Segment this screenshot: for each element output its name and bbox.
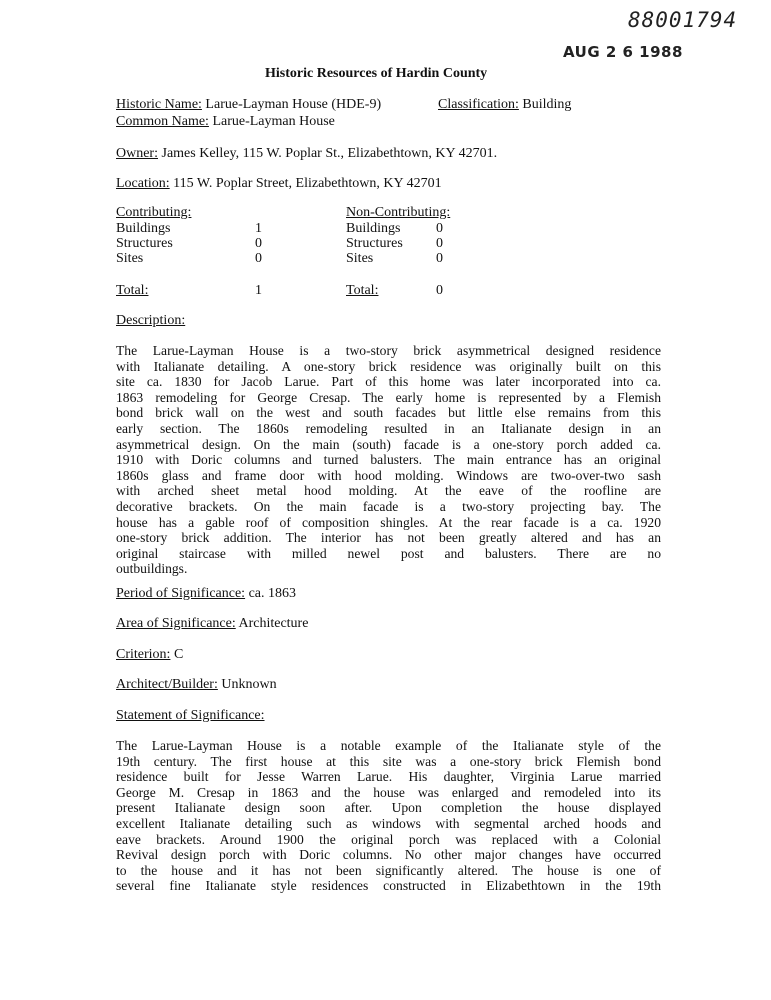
historic-name-row	[116, 97, 381, 113]
contributing-buildings-count: 1	[255, 221, 262, 236]
description-line: asymmetrical design. On the main (south) facade is a one-story porch added ca.	[116, 436, 661, 452]
location-value: 115 W. Poplar Street, Elizabethtown, KY 42701	[173, 176, 442, 191]
statement-line: residence built for Jesse Warren Larue. His daughter, Virginia Larue married	[116, 769, 661, 785]
description-line: one-story brick addition. The interior has not been greatly altered and has an	[116, 530, 661, 546]
noncontributing-structures-label: Structures	[346, 236, 403, 251]
description-line: The Larue-Layman House is a two-story brick asymmetrical designed residence	[116, 343, 661, 358]
description-line: with arched sheet metal hood molding. At the eave of the roofline are	[116, 483, 661, 499]
statement-line: to the house and it has not been significantly altered. The house is one of	[116, 862, 661, 878]
historic-name-label: Historic Name:	[116, 97, 202, 112]
common-name-row	[116, 114, 335, 130]
description-line: early section. The 1860s remodeling resulted in an Italianate design in an	[116, 420, 661, 436]
statement-line: several fine Italianate style residences constructed in Elizabethtown in the 19th	[116, 878, 661, 894]
statement-heading: Statement of Significance:	[116, 708, 265, 723]
statement-line: Revival design porch with Doric columns. No other major changes have occurred	[116, 847, 661, 863]
date-stamp: AUG 2 6 1988	[563, 43, 683, 61]
criterion-label: Criterion:	[116, 647, 171, 662]
description-line: 1863 remodeling for George Cresap. The early home is represented by a Flemish	[116, 389, 661, 405]
statement-line: present Italianate design soon after. Upon completion the house displayed	[116, 800, 661, 816]
contributing-structures-label: Structures	[116, 236, 173, 251]
noncontributing-heading: Non-Contributing:	[346, 205, 451, 220]
handwritten-reference-number: 88001794	[628, 8, 738, 32]
location-row	[116, 176, 442, 192]
noncontributing-total-label: Total:	[346, 283, 379, 298]
owner-value: James Kelley, 115 W. Poplar St., Elizabethtown, KY 42701.	[161, 146, 498, 161]
description-line: bond brick wall on the west and south facades but little else remains from this	[116, 405, 661, 421]
description-line: original staircase with milled newel post and balusters. There are no	[116, 545, 661, 561]
noncontributing-sites-label: Sites	[346, 251, 374, 266]
period-value: ca. 1863	[248, 586, 297, 601]
contributing-total-count: 1	[255, 283, 262, 298]
statement-line: eave brackets. Around 1900 the original porch was replaced with a Colonial	[116, 831, 661, 847]
noncontributing-buildings-count: 0	[436, 221, 443, 236]
period-of-significance-row	[116, 586, 296, 602]
description-line: site ca. 1830 for Jacob Larue. Part of this home was later incorporated into ca.	[116, 374, 661, 390]
historic-name-value: Larue-Layman House (HDE-9)	[205, 97, 382, 112]
owner-row	[116, 146, 497, 162]
common-name-value: Larue-Layman House	[212, 114, 335, 129]
architect-value: Unknown	[221, 677, 277, 692]
description-heading: Description:	[116, 313, 186, 328]
contributing-buildings-label: Buildings	[116, 221, 171, 236]
period-label: Period of Significance:	[116, 586, 246, 601]
criterion-row	[116, 647, 183, 663]
statement-line: excellent Italianate detailing such as windows with segmental arched hoods and	[116, 815, 661, 831]
criterion-value: C	[173, 647, 184, 662]
contributing-heading: Contributing:	[116, 205, 192, 220]
noncontributing-total-count: 0	[436, 283, 443, 298]
description-line: house has a gable roof of composition shingles. At the rear facade is a ca. 1920	[116, 514, 661, 530]
description-paragraph	[116, 343, 661, 577]
page-title: Historic Resources of Hardin County	[265, 66, 488, 81]
area-of-significance-row	[116, 616, 308, 632]
statement-line: The Larue-Layman House is a notable example of the Italianate style of the	[116, 738, 661, 753]
description-line: decorative brackets. On the main facade is a two-story projecting bay. The	[116, 498, 661, 514]
common-name-label: Common Name:	[116, 114, 209, 129]
area-value: Architecture	[238, 616, 309, 631]
area-label: Area of Significance:	[116, 616, 236, 631]
description-line: 1860s glass and frame door with hood molding. Windows are two-over-two sash	[116, 467, 661, 483]
statement-line: 19th century. The first house at this site was a one-story brick Flemish bond	[116, 753, 661, 769]
contributing-total-label: Total:	[116, 283, 149, 298]
architect-label: Architect/Builder:	[116, 677, 218, 692]
contributing-sites-count: 0	[255, 251, 262, 266]
noncontributing-buildings-label: Buildings	[346, 221, 401, 236]
description-line: 1910 with Doric columns and turned balusters. The main entrance has an original	[116, 452, 661, 468]
statement-line: George M. Cresap in 1863 and the house was enlarged and remodeled into its	[116, 784, 661, 800]
classification-label: Classification:	[438, 97, 519, 112]
contributing-structures-count: 0	[255, 236, 262, 251]
noncontributing-structures-count: 0	[436, 236, 443, 251]
classification-value: Building	[522, 97, 572, 112]
statement-paragraph	[116, 738, 661, 894]
architect-builder-row	[116, 677, 277, 693]
location-label: Location:	[116, 176, 170, 191]
classification-row	[438, 97, 571, 113]
noncontributing-sites-count: 0	[436, 251, 443, 266]
owner-label: Owner:	[116, 146, 158, 161]
contributing-sites-label: Sites	[116, 251, 144, 266]
description-line: outbuildings.	[116, 561, 188, 577]
description-line: with Italianate detailing. A one-story brick residence was originally built on this	[116, 358, 661, 374]
